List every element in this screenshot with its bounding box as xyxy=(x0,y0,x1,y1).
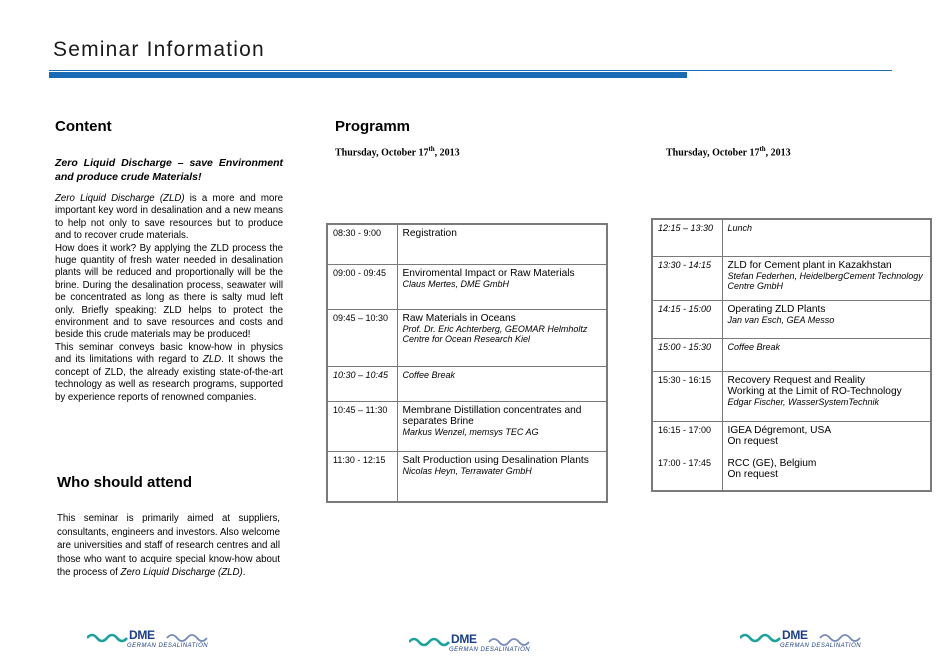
schedule-session: ZLD for Cement plant in Kazakhstan Stefan Federhen, HeidelbergCement Technology Centre GmbH xyxy=(722,256,931,300)
schedule-time: 10:30 – 10:45 xyxy=(327,366,397,401)
dme-logo: DME GERMAN DESALINATION xyxy=(409,632,537,658)
schedule-row xyxy=(327,451,607,502)
schedule-row xyxy=(652,256,931,300)
schedule-row xyxy=(652,219,931,256)
programm-heading: Programm xyxy=(335,118,411,135)
schedule-session: Salt Production using Desalination Plants Nicolas Heyn, Terrawater GmbH xyxy=(397,451,607,502)
content-subheading: Zero Liquid Discharge – save Environment and produce crude Materials! xyxy=(55,157,283,183)
page-title: Seminar Information xyxy=(53,38,265,61)
schedule-row xyxy=(327,401,607,451)
schedule-time: 13:30 - 14:15 xyxy=(652,256,722,300)
schedule-session: Recovery Request and Reality Working at the Limit of RO-Technology Edgar Fischer, WasserSystemTechnik xyxy=(722,371,931,421)
schedule-time: 08:30 - 9:00 xyxy=(327,224,397,264)
schedule-time: 09:00 - 09:45 xyxy=(327,264,397,309)
schedule-table-left xyxy=(326,223,608,503)
schedule-row xyxy=(327,309,607,366)
schedule-session: Lunch xyxy=(722,219,931,256)
schedule-session: IGEA Dégremont, USA On request RCC (GE), Belgium On request xyxy=(722,421,931,491)
header-rule-thick xyxy=(49,72,687,78)
schedule-row xyxy=(652,338,931,371)
schedule-time: 14:15 - 15:00 xyxy=(652,300,722,338)
header-rule-thin xyxy=(49,70,892,71)
day-header-right: Thursday, October 17th, 2013 xyxy=(666,145,791,159)
schedule-time: 16:15 - 17:00 17:00 - 17:45 xyxy=(652,421,722,491)
schedule-row xyxy=(652,371,931,421)
schedule-session: Raw Materials in Oceans Prof. Dr. Eric Achterberg, GEOMAR Helmholtz Centre for Ocean Research Kiel xyxy=(397,309,607,366)
schedule-session: Coffee Break xyxy=(397,366,607,401)
content-heading: Content xyxy=(55,118,112,135)
schedule-row xyxy=(327,224,607,264)
schedule-session: Enviromental Impact or Raw Materials Claus Mertes, DME GmbH xyxy=(397,264,607,309)
schedule-session: Membrane Distillation concentrates and separates Brine Markus Wenzel, memsys TEC AG xyxy=(397,401,607,451)
schedule-row xyxy=(652,421,931,491)
schedule-session: Coffee Break xyxy=(722,338,931,371)
content-paragraph-2: How does it work? By applying the ZLD process the huge quantity of fresh water needed in desalination plants will be reduced and proportionally will be the brine. During the desalination process, seawater will be concentrated as long as there is salty mud left only. Briefly speaking: ZLD helps to protect the environment and to save resources and costs and beside this crude materials may be produced! xyxy=(55,242,283,341)
schedule-session: Registration xyxy=(397,224,607,264)
who-body: This seminar is primarily aimed at suppliers, consultants, engineers and investors. Also welcome are universities and staff of research centres and all those who want to acquire special know-how about the process of Zero Liquid Discharge (ZLD). xyxy=(57,513,280,578)
who-heading: Who should attend xyxy=(57,474,192,491)
content-paragraph-1: Zero Liquid Discharge (ZLD) is a more and more important key word in desalination and a new means to help not only to save resources but to produce and to recover crude materials. xyxy=(55,193,283,242)
content-body xyxy=(55,193,283,404)
schedule-table-right xyxy=(651,218,932,492)
day-header-left: Thursday, October 17th, 2013 xyxy=(335,145,460,159)
schedule-session: Operating ZLD Plants Jan van Esch, GEA Messo xyxy=(722,300,931,338)
schedule-time: 12:15 – 13:30 xyxy=(652,219,722,256)
schedule-time: 10:45 – 11:30 xyxy=(327,401,397,451)
schedule-row xyxy=(652,300,931,338)
dme-logo: DME GERMAN DESALINATION xyxy=(87,628,215,654)
schedule-row xyxy=(327,366,607,401)
schedule-time: 15:00 - 15:30 xyxy=(652,338,722,371)
schedule-row xyxy=(327,264,607,309)
dme-logo: DME GERMAN DESALINATION xyxy=(740,628,868,654)
schedule-time: 11:30 - 12:15 xyxy=(327,451,397,502)
schedule-time: 15:30 - 16:15 xyxy=(652,371,722,421)
content-paragraph-3: This seminar conveys basic know-how in physics and its limitations with regard to ZLD. It shows the concept of ZLD, the already existing state-of-the-art technology as well as research programs, supported by experience reports of renowned companies. xyxy=(55,341,283,403)
schedule-time: 09:45 – 10:30 xyxy=(327,309,397,366)
